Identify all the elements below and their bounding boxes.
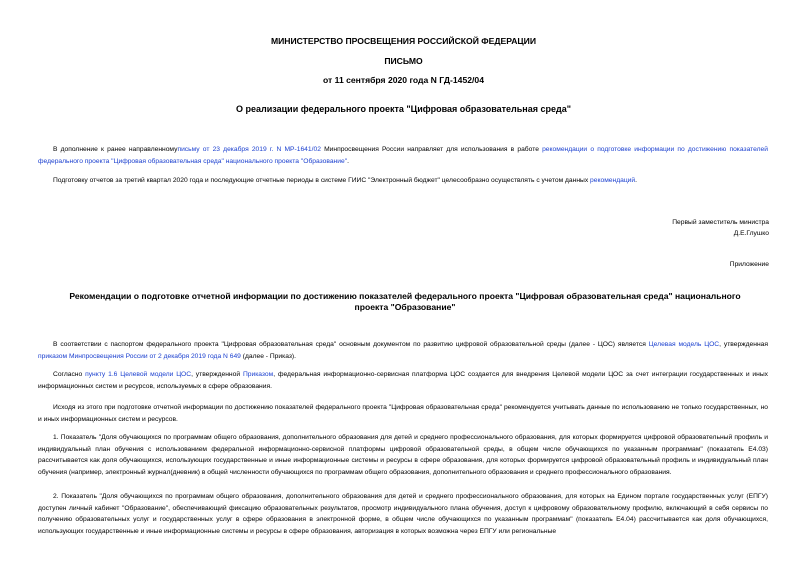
link-letter-dec-2019[interactable]: письму от 23 декабря 2019 г. N МР-1641/02 [177,146,321,153]
link-target-model[interactable]: Целевая модель ЦОС [648,341,720,348]
ministry-heading: МИНИСТЕРСТВО ПРОСВЕЩЕНИЯ РОССИЙСКОЙ ФЕДЕРАЦИИ [270,36,537,46]
link-order-649[interactable]: приказом Минпросвещения России от 2 декабря 2019 года N 649 [38,352,241,360]
rec-paragraph-4: 1. Показатель "Доля обучающихся по программам общего образования, дополнительного образования для детей и среднего профессионального образования, для которых формируется цифровой образовательный профиль и индивидуальный план обучения с использованием федеральной информационно-сервисной платформы цифровой образовательной среды, в общем числе обучающихся по указанным программам" (показатель Е4.03) рассчитывается как доля обучающихся, использующих государственные и иные информационные системы и ресурсы в сфере образования, для которых формируется цифровой образовательный профиль и индивидуальный план обучения (например, электронный журнал(дневник) в общей численности обучающихся по программам общего образования, дополнительного образования и среднего профессионального образования. [38,434,768,476]
doc-type-heading: ПИСЬМО [384,56,423,66]
doc-date-number: от 11 сентября 2020 года N ГД-1452/04 [323,75,484,85]
signer-block [672,217,769,239]
link-recommendations[interactable]: рекомендации о подготовке информации по достижению показателей федерального проекта "Цифровая образовательная среда" национального проекта "Образование" [38,146,768,165]
letter-paragraph-2: Подготовку отчетов за третий квартал 2020 года и последующие отчетные периоды в системе ГИИС "Электронный бюджет" целесообразно осуществлять с учетом данных рекомендаций. [53,177,637,184]
recommendations-title: Рекомендации о подготовке отчетной информации по достижению показателей федерального проекта "Цифровая образовательная среда" национального проекта "Образование" [69,291,741,312]
rec-paragraph-3: Исходя из этого при подготовке отчетной информации по достижению показателей федерального проекта "Цифровая образовательная среда" рекомендуется учитывать данные по использованию не только государственных, но и иных информационных систем и ресурсов. [38,404,768,423]
link-point-1-6[interactable]: пункту 1.6 Целевой модели ЦОС [85,371,192,378]
appendix-label: Приложение [729,261,769,268]
letter-subject: О реализации федерального проекта "Цифровая образовательная среда" [236,104,571,114]
signer-name: Д.Е.Глушко [733,230,769,237]
rec-paragraph-5: 2. Показатель "Доля обучающихся по программам общего образования, дополнительного образования для детей и среднего профессионального образования, для которых на Едином портале государственных услуг (ЕПГУ) доступен личный кабинет "Образование", обеспечивающий фиксацию образовательных результатов, просмотр индивидуального плана обучения, доступ к цифровому образовательному профилю, включающий в себя сервисы по получению образовательных услуг и государственных услуг в сфере образования в электронной форме, в общем числе обучающихся по указанным программам" (показатель Е4.04) рассчитывается как доля обучающихся, использующих государственные и иные информационные системы и ресурсы в сфере образования, авторизация в которых возможна через ЕПГУ или региональные [38,493,768,535]
rec-paragraph-2: Согласно пункту 1.6 Целевой модели ЦОС, утвержденной Приказом, федеральная информационно-сервисная платформа ЦОС создается для внедрения Целевой модели ЦОС за счет интеграции государственных и иных информационных систем и ресурсов, используемых в сфере образования. [38,371,769,390]
link-order[interactable]: Приказом [242,371,274,378]
signer-position: Первый заместитель министра [672,219,769,226]
letter-paragraph-1: В дополнение к ранее направленномуписьму от 23 декабря 2019 г. N МР-1641/02 Минпросвещения России направляет для использования в работе рекомендации о подготовке информации по достижению показателей федерального проекта "Цифровая образовательная среда" национального проекта "Образование". [38,146,768,165]
link-recommendations-short[interactable]: рекомендаций [590,177,636,184]
rec-paragraph-1: В соответствии с паспортом федерального проекта "Цифровая образовательная среда" основным документом по развитию цифровой образовательной среды (далее - ЦОС) является Целевая модель ЦОС, утвержденная приказом Минпросвещения России от 2 декабря 2019 года N 649 (далее - Приказ). [38,341,768,360]
